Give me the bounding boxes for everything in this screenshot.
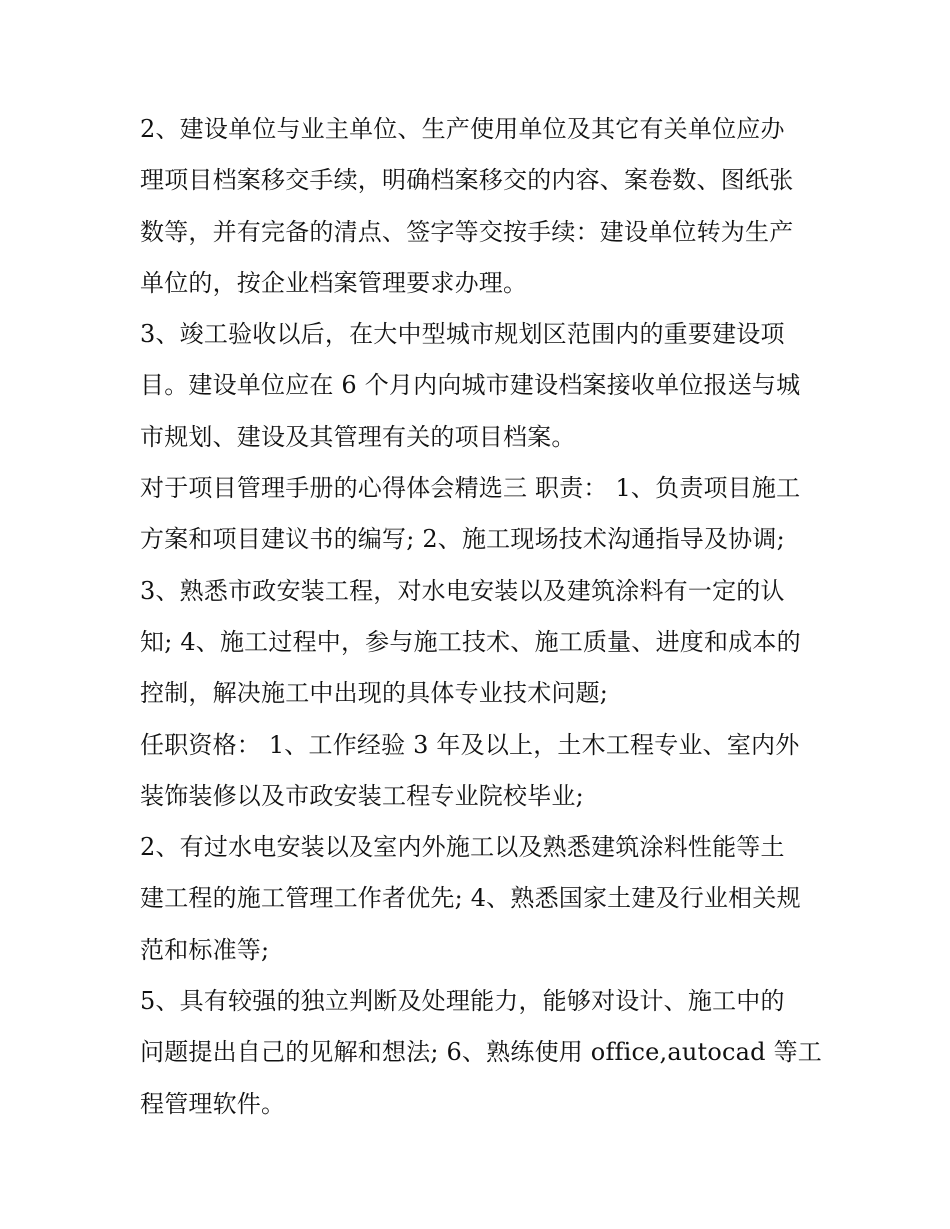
text-line: 单位的，按企业档案管理要求办理。 bbox=[140, 268, 528, 297]
text-line: 知; 4、施工过程中，参与施工技术、施工质量、进度和成本的 bbox=[140, 627, 801, 656]
text-line: 装饰装修以及市政安装工程专业院校毕业; bbox=[140, 781, 584, 810]
text-line: 2、建设单位与业主单位、生产使用单位及其它有关单位应办 bbox=[140, 115, 785, 143]
text-line: 2、有过水电安装以及室内外施工以及熟悉建筑涂料性能等土 bbox=[140, 833, 785, 862]
text-line: 理项目档案移交手续，明确档案移交的内容、案卷数、图纸张 bbox=[140, 166, 794, 195]
text-line: 范和标准等; bbox=[140, 935, 270, 964]
text-line: 市规划、建设及其管理有关的项目档案。 bbox=[140, 422, 576, 451]
text-line: 问题提出自己的见解和想法; 6、熟练使用 office,autocad 等工 bbox=[140, 1038, 822, 1067]
text-line: 3、熟悉市政安装工程，对水电安装以及建筑涂料有一定的认 bbox=[140, 576, 785, 605]
text-line: 目。建设单位应在 6 个月内向城市建设档案接收单位报送与城 bbox=[140, 371, 801, 400]
text-line: 数等，并有完备的清点、签字等交按手续：建设单位转为生产 bbox=[140, 217, 794, 246]
text-line: 建工程的施工管理工作者优先; 4、熟悉国家土建及行业相关规 bbox=[140, 884, 801, 913]
text-line: 任职资格： 1、工作经验 3 年及以上，土木工程专业、室内外 bbox=[140, 730, 800, 759]
text-line: 3、竣工验收以后，在大中型城市规划区范围内的重要建设项 bbox=[140, 320, 785, 349]
text-line: 程管理软件。 bbox=[140, 1089, 286, 1118]
text-line: 5、具有较强的独立判断及处理能力，能够对设计、施工中的 bbox=[140, 987, 785, 1016]
text-line: 对于项目管理手册的心得体会精选三 职责： 1、负责项目施工 bbox=[140, 474, 801, 503]
text-line: 控制，解决施工中出现的具体专业技术问题; bbox=[140, 679, 609, 708]
text-line: 方案和项目建议书的编写; 2、施工现场技术沟通指导及协调; bbox=[140, 525, 785, 554]
document-body bbox=[140, 104, 820, 1130]
